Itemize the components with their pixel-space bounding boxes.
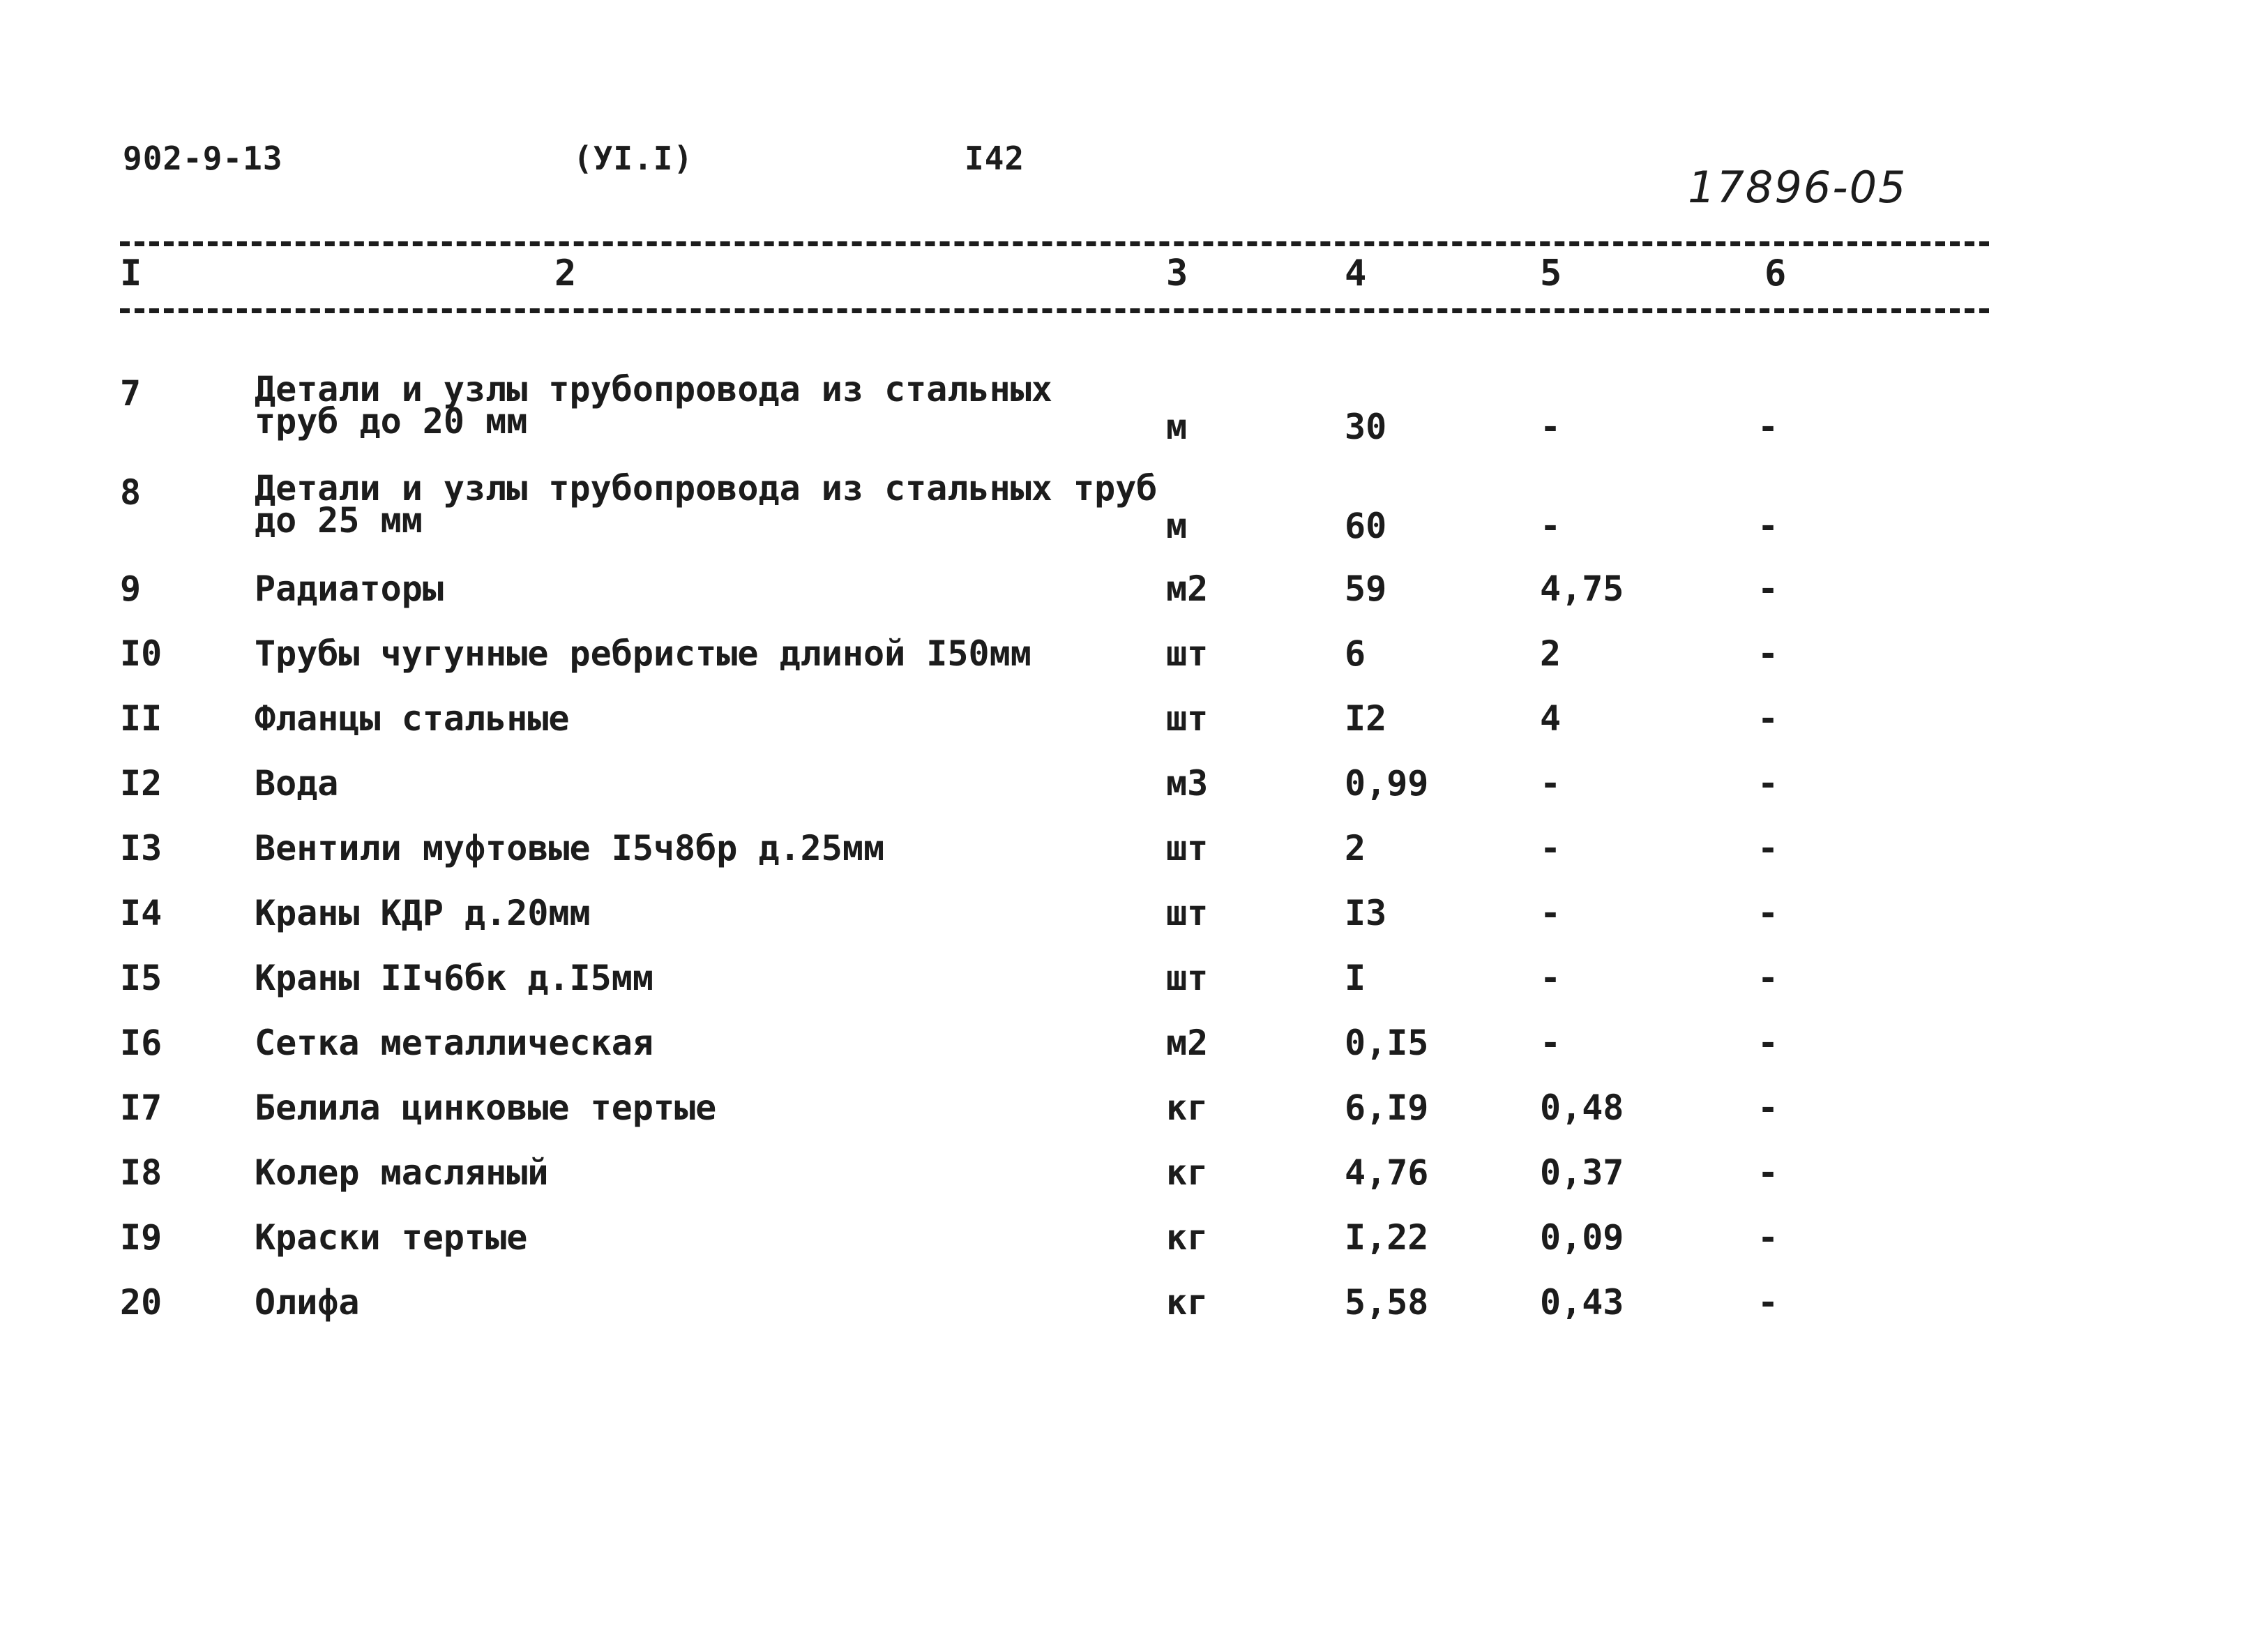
row-number: 20 — [120, 1282, 162, 1323]
item-quantity: 6 — [1345, 633, 1366, 674]
item-name-line: труб до 20 мм — [255, 401, 528, 442]
item-col6: - — [1757, 407, 1779, 447]
column-header-1: I — [120, 253, 142, 294]
item-name: Вода — [255, 763, 339, 804]
item-col5: - — [1540, 828, 1562, 868]
item-name-line: до 25 мм — [255, 500, 423, 541]
item-col5: 0,09 — [1540, 1217, 1624, 1258]
item-name-line: Детали и узлы трубопровода из стальных — [255, 369, 1052, 409]
row-number: I4 — [120, 893, 162, 933]
item-quantity: 6,I9 — [1345, 1088, 1429, 1128]
item-quantity: I2 — [1345, 698, 1387, 739]
item-name: Краны КДР д.20мм — [255, 893, 591, 933]
item-name-line: Детали и узлы трубопровода из стальных труб — [255, 468, 1158, 509]
row-number: I5 — [120, 958, 162, 998]
row-number: 9 — [120, 569, 142, 609]
item-unit: кг — [1166, 1217, 1209, 1258]
item-col5: - — [1540, 958, 1562, 998]
item-unit: шт — [1166, 828, 1209, 868]
item-name: Краны IIч6бк д.I5мм — [255, 958, 653, 998]
item-name: Фланцы стальные — [255, 698, 570, 739]
item-col5: - — [1540, 407, 1562, 447]
item-name: Сетка металлическая — [255, 1023, 653, 1063]
item-unit: м2 — [1166, 569, 1209, 609]
page-number: I42 — [965, 140, 1025, 177]
row-number: 7 — [120, 373, 142, 414]
item-col5: 4 — [1540, 698, 1562, 739]
item-unit: м — [1166, 506, 1188, 546]
item-quantity: 30 — [1345, 407, 1387, 447]
item-name — [255, 369, 1052, 442]
section-label: (УI.I) — [573, 140, 694, 177]
column-header-2: 2 — [554, 253, 577, 294]
row-number: I3 — [120, 828, 162, 868]
item-unit: кг — [1166, 1152, 1209, 1193]
item-unit: м — [1166, 407, 1188, 447]
item-col6: - — [1757, 958, 1779, 998]
item-quantity: 60 — [1345, 506, 1387, 546]
item-col6: - — [1757, 1152, 1779, 1193]
item-col5: 0,37 — [1540, 1152, 1624, 1193]
item-col6: - — [1757, 698, 1779, 739]
row-number: II — [120, 698, 162, 739]
item-name: Радиаторы — [255, 569, 444, 609]
item-col6: - — [1757, 763, 1779, 804]
item-col5: - — [1540, 1023, 1562, 1063]
row-number: I8 — [120, 1152, 162, 1193]
item-col6: - — [1757, 569, 1779, 609]
item-name: Олифа — [255, 1282, 360, 1323]
item-name: Краски тертые — [255, 1217, 528, 1258]
column-header-3: 3 — [1166, 253, 1188, 294]
item-unit: шт — [1166, 893, 1209, 933]
header-bottom-dashed-rule — [120, 308, 1989, 313]
item-unit: м2 — [1166, 1023, 1209, 1063]
item-unit: кг — [1166, 1282, 1209, 1323]
item-col5: 0,43 — [1540, 1282, 1624, 1323]
item-quantity: 4,76 — [1345, 1152, 1429, 1193]
row-number: 8 — [120, 472, 142, 513]
column-header-5: 5 — [1540, 253, 1562, 294]
handwritten-stamp: 17896-05 — [1688, 162, 1907, 213]
item-unit: м3 — [1166, 763, 1209, 804]
item-col5: 0,48 — [1540, 1088, 1624, 1128]
item-col6: - — [1757, 1088, 1779, 1128]
item-col6: - — [1757, 1023, 1779, 1063]
item-quantity: I — [1345, 958, 1366, 998]
item-unit: шт — [1166, 698, 1209, 739]
column-header-4: 4 — [1345, 253, 1367, 294]
item-quantity: I,22 — [1345, 1217, 1429, 1258]
item-col5: - — [1540, 763, 1562, 804]
item-unit: шт — [1166, 958, 1209, 998]
item-quantity: 5,58 — [1345, 1282, 1429, 1323]
item-unit: кг — [1166, 1088, 1209, 1128]
item-col5: 4,75 — [1540, 569, 1624, 609]
row-number: I2 — [120, 763, 162, 804]
item-col6: - — [1757, 1217, 1779, 1258]
item-unit: шт — [1166, 633, 1209, 674]
item-col5: 2 — [1540, 633, 1562, 674]
row-number: I9 — [120, 1217, 162, 1258]
item-quantity: 0,99 — [1345, 763, 1429, 804]
row-number: I0 — [120, 633, 162, 674]
item-quantity: 2 — [1345, 828, 1366, 868]
item-col6: - — [1757, 633, 1779, 674]
item-col6: - — [1757, 1282, 1779, 1323]
item-quantity: 0,I5 — [1345, 1023, 1429, 1063]
item-quantity: I3 — [1345, 893, 1387, 933]
item-quantity: 59 — [1345, 569, 1387, 609]
item-name — [255, 468, 1158, 541]
row-number: I6 — [120, 1023, 162, 1063]
item-col6: - — [1757, 828, 1779, 868]
doc-code: 902-9-13 — [123, 140, 283, 177]
header-top-dashed-rule — [120, 241, 1989, 246]
item-col5: - — [1540, 893, 1562, 933]
item-name: Белила цинковые тертые — [255, 1088, 717, 1128]
column-header-6: 6 — [1764, 253, 1787, 294]
item-col6: - — [1757, 506, 1779, 546]
row-number: I7 — [120, 1088, 162, 1128]
item-name: Трубы чугунные ребристые длиной I50мм — [255, 633, 1031, 674]
item-col6: - — [1757, 893, 1779, 933]
item-name: Колер масляный — [255, 1152, 549, 1193]
item-name: Вентили муфтовые I5ч8бр д.25мм — [255, 828, 885, 868]
item-col5: - — [1540, 506, 1562, 546]
